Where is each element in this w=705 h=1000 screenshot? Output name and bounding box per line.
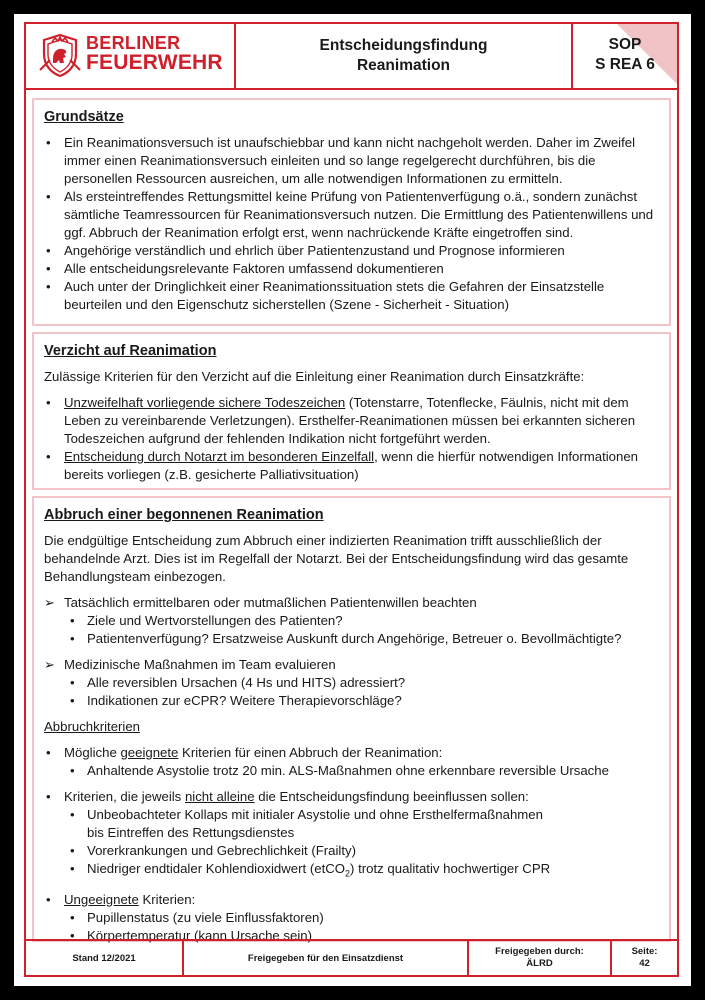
document-page xyxy=(14,14,691,986)
sub-list-item: • Indikationen zur eCPR? Weitere Therapievorschläge? xyxy=(70,692,659,710)
underlined-text: Entscheidung durch Notarzt im besonderen Einzelfall xyxy=(64,449,375,464)
section-title: Grundsätze xyxy=(44,109,124,125)
page-label: Seite: xyxy=(631,946,658,957)
document-footer xyxy=(26,939,677,975)
arrow-item xyxy=(44,594,659,612)
sub-list-item xyxy=(70,860,659,883)
footer-approved-by xyxy=(469,941,612,975)
title-line-1: Entscheidungsfindung xyxy=(319,37,488,54)
logo-wordmark xyxy=(86,33,223,73)
subscript: 2 xyxy=(345,868,351,879)
document-title xyxy=(236,24,573,88)
document-header xyxy=(26,24,677,90)
item-text: Kriterien für einen Abbruch der Reanimation: xyxy=(178,745,443,760)
footer-release: Freigegeben für den Einsatzdienst xyxy=(184,941,469,975)
section-title: Abbruch einer begonnenen Reanimation xyxy=(44,507,324,523)
berlin-bear-crest-icon xyxy=(38,32,82,78)
sub-list xyxy=(64,762,659,780)
criteria-list xyxy=(44,788,659,883)
section-grundsaetze xyxy=(32,98,671,326)
list-item xyxy=(44,394,659,448)
section-title: Verzicht auf Reanimation xyxy=(44,343,217,359)
item-text: ) trotz qualitativ hochwertiger CPR xyxy=(350,861,551,876)
item-text: Kriterien: xyxy=(138,891,196,907)
list-item: • Angehörige verständlich und ehrlich über Patientenzustand und Prognose informieren xyxy=(44,242,659,260)
sub-list-item: • Patientenverfügung? Ersatzweise Auskunft durch Angehörige, Betreuer o. Bevollmächtigte? xyxy=(70,630,659,648)
list-item: • Auch unter der Dringlichkeit einer Reanimationssituation stets die Gefahren der Einsatzstelle beurteilen und den Eigenschutz sicherstellen (Szene - Sicherheit - Situation) xyxy=(44,278,659,314)
section-intro: Die endgültige Entscheidung zum Abbruch einer indizierten Reanimation trifft ausschließlich der behandelnde Arzt. Dies ist im Regelfall der Notarzt. Bei der Entscheidungsfindung wird das gesamte Behandlungsteam einbezogen. xyxy=(44,533,629,584)
list-item: • Als ersteintreffendes Rettungsmittel keine Prüfung von Patientenverfügung o.ä., sondern zunächst sämtliche Teamressourcen für Reanimationsversuch nutzen. Die Ermittlung des Patientenwillens und ggf. Abbruch der Reanimation erfolgt erst, wenn nachrückende Kräfte eingetroffen sind. xyxy=(44,188,659,242)
footer-page xyxy=(612,941,677,975)
sop-number: S REA 6 xyxy=(595,56,655,73)
underlined-text: Unzweifelhaft vorliegende sichere Todeszeichen xyxy=(64,395,346,410)
item-text: Niedriger endtidaler Kohlendioxidwert (etCO xyxy=(87,861,346,876)
list-item: • Alle entscheidungsrelevante Faktoren umfassend dokumentieren xyxy=(44,260,659,278)
criteria-list xyxy=(44,744,659,780)
item-text: Kriterien, die jeweils xyxy=(64,789,185,804)
logo xyxy=(26,24,236,88)
underlined-text: nicht alleine xyxy=(184,789,255,804)
sub-list xyxy=(44,612,659,648)
list-item xyxy=(44,891,659,945)
sop-label: SOP xyxy=(608,36,642,53)
verzicht-list xyxy=(44,394,659,484)
sub-list-item: • Pupillenstatus (zu viele Einflussfaktoren) xyxy=(70,909,659,927)
list-item: • Ein Reanimationsversuch ist unaufschiebbar und kann nicht nachgeholt werden. Daher im Zweifel immer einen Reanimationsversuch einleiten und so lange regelgerecht durchführen, bis die personellen Ressourcen ausreichen, um alle notwendigen Informationen zu ermitteln. xyxy=(44,134,659,188)
approved-by-label: Freigegeben durch: xyxy=(495,946,584,957)
list-item xyxy=(44,788,659,883)
underlined-text: Ungeeignete xyxy=(64,891,139,907)
list-item xyxy=(44,448,659,484)
sub-list xyxy=(64,806,659,883)
section-abbruch xyxy=(32,496,671,942)
arrow-item xyxy=(44,656,659,674)
page-number: 42 xyxy=(639,958,650,969)
footer-stand: Stand 12/2021 xyxy=(26,941,184,975)
approved-by-value: ÄLRD xyxy=(526,958,553,969)
arrow-item-text: Tatsächlich ermittelbaren oder mutmaßlichen Patientenwillen beachten xyxy=(64,595,477,610)
sop-id xyxy=(573,24,677,88)
arrow-bullet-icon: ➢ xyxy=(44,657,56,672)
item-text: (Totenstarre, Totenflecke, Fäulnis, nicht mit dem Leben zu vereinbarende Verletzungen). Ersthelfer-Reanimationen müssen bei erkannten sicheren Todeszeichen aufgrund der fehlenden Indikation nicht fortgeführt werden. xyxy=(64,395,636,446)
sub-list-item: • Alle reversiblen Ursachen (4 Hs und HITS) adressiert? xyxy=(70,674,659,692)
sub-list-item: • Körpertemperatur (kann Ursache sein) xyxy=(70,927,659,945)
underlined-text: geeignete xyxy=(120,745,179,760)
item-text: Unbeobachteter Kollaps mit initialer Asystolie und ohne Ersthelfermaßnahmen xyxy=(87,807,543,822)
item-text: die Entscheidungsfindung beeinflussen sollen: xyxy=(254,789,529,804)
sub-list-item: • Ziele und Wertvorstellungen des Patienten? xyxy=(70,612,659,630)
item-text: Mögliche xyxy=(64,745,121,760)
criteria-heading: Abbruchkriterien xyxy=(44,719,141,734)
sub-list-item: • Vorerkrankungen und Gebrechlichkeit (Frailty) xyxy=(70,842,659,860)
item-text: bis Eintreffen des Rettungsdienstes xyxy=(87,825,295,840)
criteria-list xyxy=(44,891,659,945)
logo-line-2: FEUERWEHR xyxy=(86,51,223,74)
logo-line-1: BERLINER xyxy=(86,33,181,53)
section-intro: Zulässige Kriterien für den Verzicht auf die Einleitung einer Reanimation durch Einsatzkräfte: xyxy=(44,369,585,384)
item-text: , wenn die hierfür notwendigen Informationen bereits vorliegen (z.B. gesicherte Palliativsituation) xyxy=(64,449,639,482)
sub-list-item: • Anhaltende Asystolie trotz 20 min. ALS-Maßnahmen ohne erkennbare reversible Ursache xyxy=(70,762,659,780)
section-verzicht xyxy=(32,332,671,490)
title-line-2: Reanimation xyxy=(356,57,450,74)
list-item xyxy=(44,744,659,780)
document-frame xyxy=(24,22,679,977)
sub-list-item xyxy=(70,806,659,842)
arrow-bullet-icon: ➢ xyxy=(44,595,56,610)
grundsaetze-list xyxy=(44,134,659,314)
sub-list xyxy=(44,674,659,710)
arrow-item-text: Medizinische Maßnahmen im Team evaluieren xyxy=(64,657,336,672)
